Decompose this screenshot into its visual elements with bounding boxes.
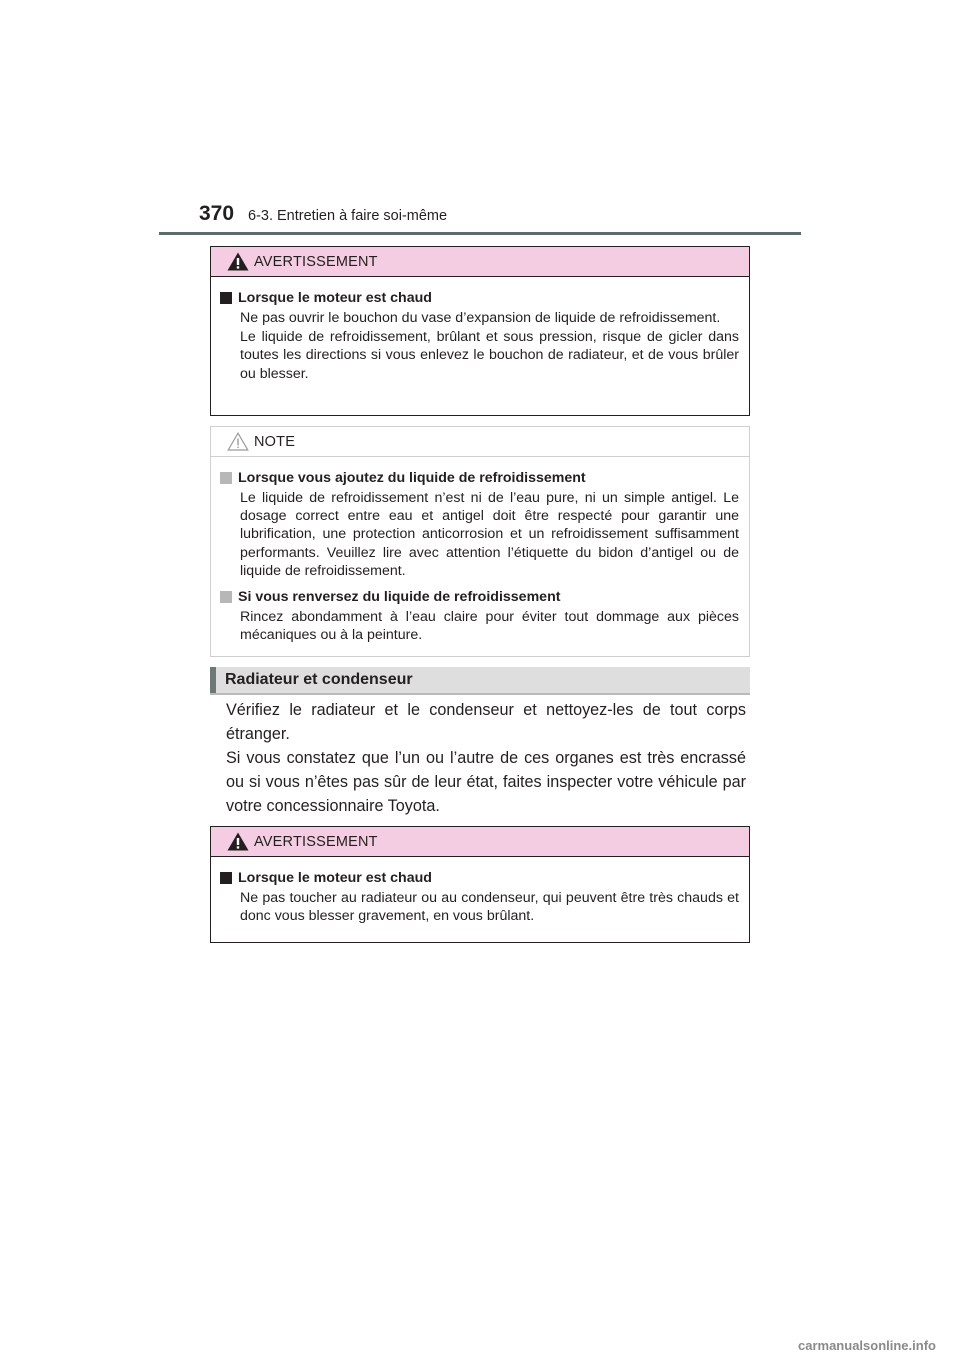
item-paragraph: Ne pas toucher au radiateur ou au condenseur, qui peuvent être très chauds et donc vous blesser gravement, en vous brûlant. <box>240 890 739 925</box>
item-heading <box>220 869 739 888</box>
square-bullet-icon <box>220 292 232 304</box>
item-heading-text: Lorsque le moteur est chaud <box>238 290 432 306</box>
note-box-header <box>211 427 749 457</box>
item-heading-text: Si vous renversez du liquide de refroidissement <box>238 589 561 606</box>
item-paragraph: Ne pas ouvrir le bouchon du vase d’expansion de liquide de refroidissement. <box>240 310 721 326</box>
warning-box-header <box>211 827 749 857</box>
note-label: NOTE <box>254 434 296 450</box>
section-heading <box>210 667 750 695</box>
item-heading-text: Lorsque vous ajoutez du liquide de refroidissement <box>238 470 586 486</box>
item-heading-text: Lorsque le moteur est chaud <box>238 870 432 886</box>
warning-box-radiator-hot <box>210 826 750 943</box>
item-heading <box>220 588 739 607</box>
warning-box-body <box>211 857 749 937</box>
page-number: 370 <box>199 202 235 225</box>
item-heading <box>220 469 739 488</box>
warning-triangle-icon <box>227 252 249 271</box>
item-paragraph: Le liquide de refroidissement, brûlant et sous pression, risque de gicler dans toutes les directions si vous enlevez le bouchon de radiateur, et de vous brûler ou blesser. <box>240 329 739 382</box>
warning-label: AVERTISSEMENT <box>254 834 378 850</box>
warning-triangle-icon <box>227 832 249 851</box>
warning-box-hot-engine <box>210 246 750 416</box>
square-bullet-icon <box>220 872 232 884</box>
note-box-coolant <box>210 426 750 657</box>
section-title: 6-3. Entretien à faire soi-même <box>248 208 448 224</box>
square-bullet-icon <box>220 591 232 603</box>
header-rule <box>159 232 801 235</box>
item-paragraph: Rincez abondamment à l’eau claire pour éviter tout dommage aux pièces mécaniques ou à la peinture. <box>240 609 739 644</box>
warning-label: AVERTISSEMENT <box>254 254 378 270</box>
body-paragraph: Vérifiez le radiateur et le condenseur et nettoyez-les de tout corps étranger. <box>226 701 746 743</box>
note-box-body <box>211 457 749 656</box>
footer-watermark[interactable]: carmanualsonline.info <box>798 1338 936 1353</box>
item-heading <box>220 289 739 308</box>
warning-box-header <box>211 247 749 277</box>
warning-box-body <box>211 277 749 395</box>
square-bullet-icon <box>220 472 232 484</box>
body-paragraph: Si vous constatez que l’un ou l’autre de ces organes est très encrassé ou si vous n’êtes pas sûr de leur état, faites inspecter votre véhicule par votre concessionnaire Toyota. <box>226 749 746 815</box>
caution-triangle-outline-icon <box>227 432 249 451</box>
section-heading-text: Radiateur et condenseur <box>225 671 413 688</box>
item-paragraph: Le liquide de refroidissement n’est ni de l’eau pure, ni un simple antigel. Le dosage correct entre eau et antigel doit être respecté pour garantir une lubrification, une protection anticorrosion et un refroidissement suffisamment performants. Veuillez lire avec attention l’étiquette du bidon d’antigel ou de liquide de refroidissement. <box>240 490 739 579</box>
section-heading-stripe <box>210 667 216 693</box>
